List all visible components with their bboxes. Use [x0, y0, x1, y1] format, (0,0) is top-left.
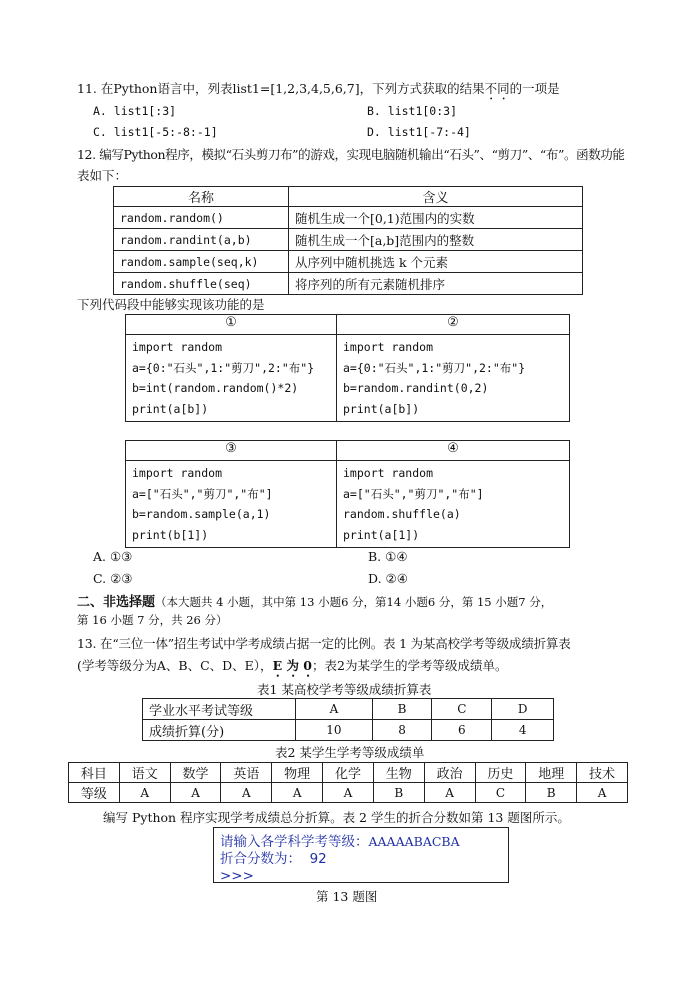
table-cell: A: [296, 699, 373, 720]
table-cell: D: [492, 699, 554, 720]
q12-stem-line1: 12. 编写Python程序，模拟“石头剪刀布”的游戏，实现电脑随机输出“石头”、“剪刀”、“布”。函数功能: [77, 147, 625, 162]
table-cell: 语文: [119, 763, 170, 783]
code-line: b=random.sample(a,1): [132, 507, 271, 521]
table-cell: B: [373, 783, 424, 803]
table-cell: 学业水平考试等级: [143, 699, 296, 720]
q11-option-a[interactable]: A. list1[:3]: [93, 104, 177, 118]
table-cell: A: [577, 783, 628, 803]
input-grades: AAAAABACBA: [368, 834, 460, 849]
code-line: a=["石头","剪刀","布"]: [343, 486, 484, 501]
q12-option-b[interactable]: B. ①④: [368, 549, 408, 564]
code-line: import random: [132, 340, 223, 354]
table-cell: 6: [432, 720, 492, 741]
q11-stem: 11. 在Python语言中，列表list1=[1,2,3,4,5,6,7]，下列方式获取的结果不同的一项是: [77, 81, 560, 96]
table-row: [114, 207, 583, 229]
table-row: [69, 763, 628, 783]
table-cell: 化学: [323, 763, 374, 783]
table-cell: 物理: [272, 763, 323, 783]
table-cell: C: [475, 783, 526, 803]
function-table-header-meaning: 含义: [289, 187, 583, 207]
table-cell: B: [526, 783, 577, 803]
student-grade-table: [68, 762, 628, 803]
function-meaning: 从序列中随机挑选 k 个元素: [289, 251, 583, 273]
code-block-3: [126, 461, 337, 548]
code-line: random.shuffle(a): [343, 507, 461, 521]
function-table-header-name: 名称: [114, 187, 289, 207]
q12-prompt: 下列代码段中能够实现该功能的是: [77, 297, 265, 312]
q12-option-a[interactable]: A. ①③: [93, 549, 133, 564]
code-line: b=random.randint(0,2): [343, 381, 489, 395]
table-cell: 技术: [577, 763, 628, 783]
code-label-1: ①: [126, 315, 337, 335]
section2-note: （本大题共 4 小题，其中第 13 小题6 分，第14 小题6 分，第 15 小题7 分，: [155, 595, 553, 609]
table-cell: 数学: [170, 763, 221, 783]
code-block-4: [337, 461, 570, 548]
table-cell: 等级: [69, 783, 120, 803]
table-row: [114, 229, 583, 251]
table-cell: 英语: [221, 763, 272, 783]
q13-emphasis: E 为 0: [272, 658, 312, 673]
q12-stem-line2: 表如下：: [77, 168, 128, 183]
q13-line1: 13. 在“三位一体”招生考试中学考成绩占据一定的比例。表 1 为某高校学考等级成绩折算表: [77, 636, 571, 651]
code-line: import random: [343, 466, 434, 480]
code-line: b=int(random.random()*2): [132, 381, 299, 395]
table-row: [69, 783, 628, 803]
q11-emphasis: 不同: [484, 81, 510, 96]
code-line: print(a[1]): [343, 527, 420, 542]
section2-note-line2: 第 16 小题 7 分，共 26 分）: [77, 613, 228, 627]
function-meaning: 随机生成一个[a,b]范围内的整数: [289, 229, 583, 251]
code-line: a=["石头","剪刀","布"]: [132, 486, 273, 501]
function-meaning: 随机生成一个[0,1)范围内的实数: [289, 207, 583, 229]
section2-heading: [77, 591, 552, 610]
table-cell: A: [424, 783, 475, 803]
code-line: a={0:"石头",1:"剪刀",2:"布"}: [132, 360, 315, 375]
q13-line2: (学考等级分为A、B、C、D、E），E 为 0；表2为某学生的学考等级成绩单。: [77, 658, 508, 673]
table-cell: A: [272, 783, 323, 803]
code-line: print(a[b]): [343, 401, 420, 416]
function-name: random.randint(a,b): [114, 229, 289, 251]
function-name: random.random(): [114, 207, 289, 229]
table-cell: 10: [296, 720, 373, 741]
table2-caption: 表2 某学生学考等级成绩单: [275, 745, 425, 760]
code-label-2: ②: [337, 315, 570, 335]
grade-conversion-table: [142, 698, 554, 741]
table-cell: A: [119, 783, 170, 803]
code-line: import random: [343, 340, 434, 354]
table1-caption: 表1 某高校学考等级成绩折算表: [257, 682, 432, 697]
function-meaning: 将序列的所有元素随机排序: [289, 273, 583, 295]
q12-option-d[interactable]: D. ②④: [368, 571, 408, 586]
table-cell: C: [432, 699, 492, 720]
table-cell: 生物: [373, 763, 424, 783]
figure-caption: 第 13 题图: [316, 889, 378, 904]
score-value: 92: [309, 851, 327, 867]
output-line-2: 折合分数为： 92: [220, 851, 327, 867]
code-line: a={0:"石头",1:"剪刀",2:"布"}: [343, 360, 526, 375]
q11-option-d[interactable]: D. list1[-7:-4]: [367, 125, 471, 139]
table-cell: 成绩折算(分): [143, 720, 296, 741]
function-name: random.sample(seq,k): [114, 251, 289, 273]
q13-description: 编写 Python 程序实现学考成绩总分折算。表 2 学生的折合分数如第 13 题图所示。: [103, 810, 570, 825]
function-name: random.shuffle(seq): [114, 273, 289, 295]
table-cell: A: [323, 783, 374, 803]
table-cell: 历史: [475, 763, 526, 783]
code-block-1: [126, 335, 337, 422]
section2-title: 二、非选择题: [77, 595, 156, 610]
q11-option-c[interactable]: C. list1[-5:-8:-1]: [93, 125, 218, 139]
code-line: print(b[1]): [132, 527, 209, 542]
program-output-screen: [213, 827, 509, 883]
q12-option-c[interactable]: C. ②③: [93, 571, 133, 586]
code-table-1: [125, 314, 570, 422]
function-table: [113, 186, 583, 295]
table-cell: B: [372, 699, 431, 720]
code-line: print(a[b]): [132, 401, 209, 416]
table-cell: 政治: [424, 763, 475, 783]
q11-option-b[interactable]: B. list1[0:3]: [367, 104, 458, 118]
output-line-1: 请输入各学科学考等级：AAAAABACBA: [220, 834, 460, 850]
table-cell: 科目: [69, 763, 120, 783]
table-row: [143, 720, 554, 741]
code-table-2: [125, 440, 570, 548]
table-cell: A: [170, 783, 221, 803]
table-cell: A: [221, 783, 272, 803]
table-cell: 4: [492, 720, 554, 741]
table-row: [114, 251, 583, 273]
code-block-2: [337, 335, 570, 422]
table-row: [114, 273, 583, 295]
code-label-3: ③: [126, 441, 337, 461]
shell-prompt[interactable]: >>>: [220, 868, 254, 884]
table-row: [143, 699, 554, 720]
code-label-4: ④: [337, 441, 570, 461]
table-cell: 8: [372, 720, 431, 741]
code-line: import random: [132, 466, 223, 480]
table-cell: 地理: [526, 763, 577, 783]
